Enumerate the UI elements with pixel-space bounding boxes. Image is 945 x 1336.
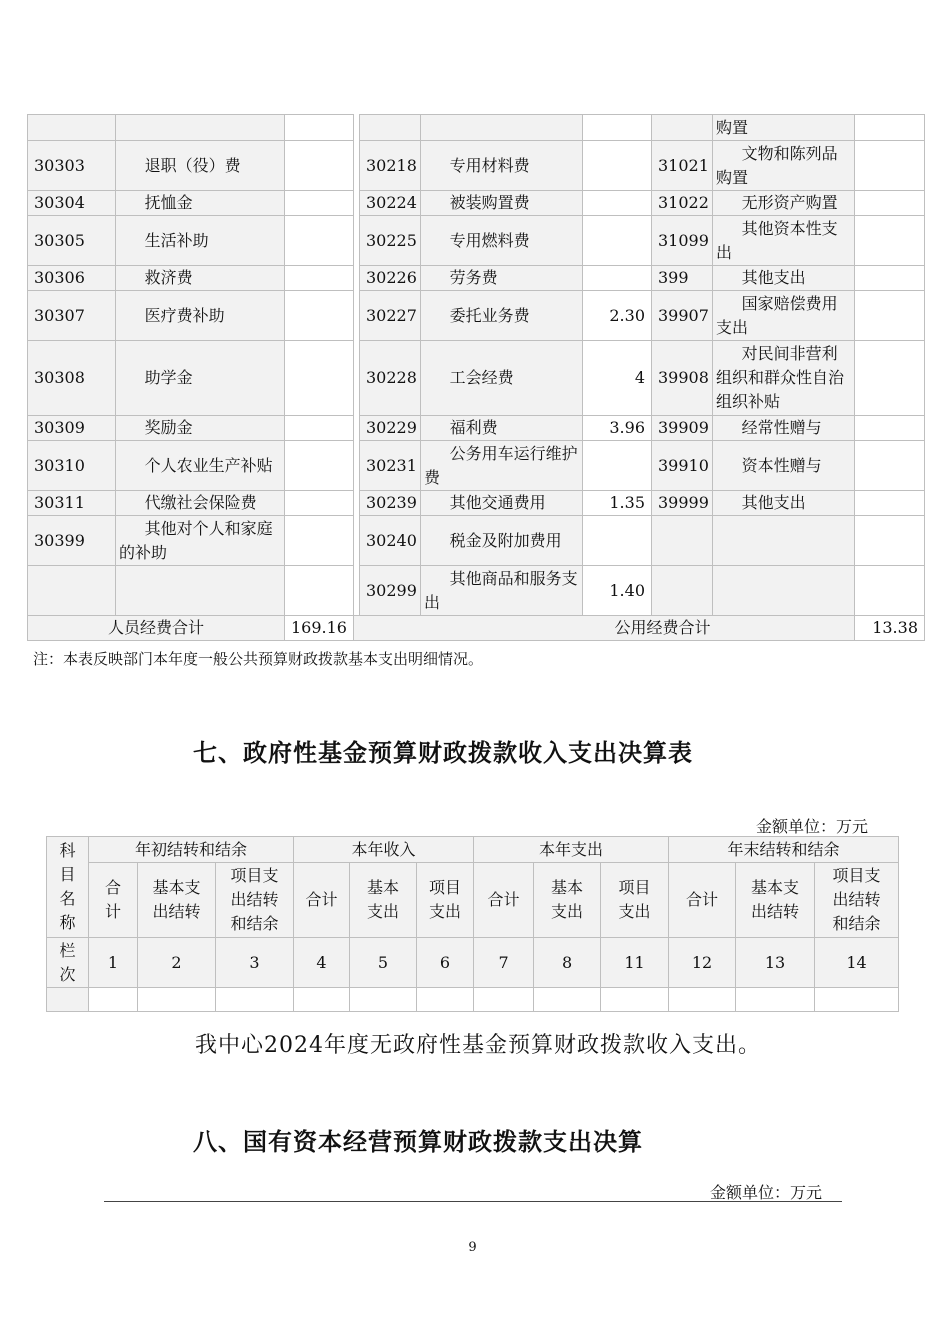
column-header: 项目支出 bbox=[601, 863, 669, 938]
table-cell bbox=[47, 988, 89, 1012]
table-cell: 30303 bbox=[28, 141, 116, 191]
table-cell bbox=[855, 291, 925, 341]
table-cell: 30399 bbox=[28, 516, 116, 566]
table-cell bbox=[855, 266, 925, 291]
table-row bbox=[28, 141, 925, 191]
table-cell bbox=[285, 141, 354, 191]
table-top-border bbox=[104, 1201, 842, 1202]
table-cell bbox=[583, 141, 652, 191]
table-cell bbox=[285, 191, 354, 216]
table-row bbox=[28, 491, 925, 516]
table-cell: 30227 bbox=[360, 291, 421, 341]
table-cell bbox=[652, 115, 713, 141]
table-cell: 其他对个人和家庭的补助 bbox=[116, 516, 285, 566]
table-cell bbox=[855, 115, 925, 141]
table-cell: 福利费 bbox=[421, 416, 583, 441]
table-cell bbox=[713, 516, 855, 566]
table-cell bbox=[89, 988, 138, 1012]
table-cell: 其他资本性支出 bbox=[713, 216, 855, 266]
column-header: 项目支出结转和结余 bbox=[216, 863, 294, 938]
table-cell: 30307 bbox=[28, 291, 116, 341]
table-cell: 30305 bbox=[28, 216, 116, 266]
table-row bbox=[28, 516, 925, 566]
table-cell bbox=[855, 216, 925, 266]
table-cell: 工会经费 bbox=[421, 341, 583, 416]
government-fund-table bbox=[46, 836, 899, 1012]
column-header: 合计 bbox=[669, 863, 736, 938]
table-cell bbox=[285, 516, 354, 566]
table-cell: 39908 bbox=[652, 341, 713, 416]
table-cell: 30229 bbox=[360, 416, 421, 441]
table-cell: 30308 bbox=[28, 341, 116, 416]
no-fund-statement: 我中心2024年度无政府性基金预算财政拨款收入支出。 bbox=[195, 1033, 761, 1058]
column-header: 项目支出结转和结余 bbox=[815, 863, 899, 938]
public-total-value: 13.38 bbox=[855, 616, 925, 641]
table-cell: 31099 bbox=[652, 216, 713, 266]
table-cell bbox=[855, 491, 925, 516]
column-header: 合计 bbox=[294, 863, 350, 938]
table-cell: 其他交通费用 bbox=[421, 491, 583, 516]
table-cell bbox=[285, 266, 354, 291]
table-cell bbox=[583, 115, 652, 141]
row-label-columns: 栏次 bbox=[47, 938, 89, 988]
table-cell: 30309 bbox=[28, 416, 116, 441]
column-header: 基本支出 bbox=[534, 863, 601, 938]
table-cell bbox=[360, 115, 421, 141]
table-cell: 其他支出 bbox=[713, 266, 855, 291]
table-cell: 抚恤金 bbox=[116, 191, 285, 216]
table-cell bbox=[652, 516, 713, 566]
table-cell bbox=[116, 566, 285, 616]
table-row bbox=[28, 341, 925, 416]
table-cell: 30225 bbox=[360, 216, 421, 266]
table-cell: 39907 bbox=[652, 291, 713, 341]
column-header: 项目支出 bbox=[417, 863, 474, 938]
table-cell: 对民间非营利组织和群众性自治组织补贴 bbox=[713, 341, 855, 416]
table-cell bbox=[855, 416, 925, 441]
table-cell bbox=[417, 988, 474, 1012]
unit-label-8: 金额单位：万元 bbox=[710, 1183, 823, 1202]
table-cell bbox=[583, 441, 652, 491]
table-note: 注：本表反映部门本年度一般公共预算财政拨款基本支出明细情况。 bbox=[33, 650, 484, 668]
table-cell: 无形资产购置 bbox=[713, 191, 855, 216]
column-header: 合计 bbox=[89, 863, 138, 938]
table-cell bbox=[285, 115, 354, 141]
column-number: 3 bbox=[216, 938, 294, 988]
column-header: 基本支出结转 bbox=[736, 863, 815, 938]
table-cell: 3.96 bbox=[583, 416, 652, 441]
table-cell bbox=[421, 115, 583, 141]
table-cell: 39909 bbox=[652, 416, 713, 441]
table-cell: 代缴社会保险费 bbox=[116, 491, 285, 516]
table-cell: 30304 bbox=[28, 191, 116, 216]
group-header: 年末结转和结余 bbox=[669, 837, 899, 863]
column-header: 合计 bbox=[474, 863, 534, 938]
table-cell: 劳务费 bbox=[421, 266, 583, 291]
table-cell bbox=[855, 566, 925, 616]
table-cell bbox=[669, 988, 736, 1012]
table-cell bbox=[855, 141, 925, 191]
table-row bbox=[28, 416, 925, 441]
page-number: 9 bbox=[468, 1240, 477, 1255]
table-cell: 其他商品和服务支出 bbox=[421, 566, 583, 616]
table-cell: 30224 bbox=[360, 191, 421, 216]
table-row bbox=[28, 566, 925, 616]
table-cell: 医疗费补助 bbox=[116, 291, 285, 341]
table-cell: 39999 bbox=[652, 491, 713, 516]
column-header: 基本支出结转 bbox=[138, 863, 216, 938]
group-header: 年初结转和结余 bbox=[89, 837, 294, 863]
table-cell bbox=[855, 341, 925, 416]
column-number: 7 bbox=[474, 938, 534, 988]
column-number: 2 bbox=[138, 938, 216, 988]
table-cell: 30306 bbox=[28, 266, 116, 291]
table-cell: 39910 bbox=[652, 441, 713, 491]
table-cell bbox=[285, 566, 354, 616]
table-cell bbox=[28, 566, 116, 616]
table-cell bbox=[474, 988, 534, 1012]
table-cell bbox=[285, 416, 354, 441]
table-cell bbox=[736, 988, 815, 1012]
table-cell bbox=[285, 291, 354, 341]
table-cell bbox=[855, 191, 925, 216]
table-cell: 专用燃料费 bbox=[421, 216, 583, 266]
personnel-total-value: 169.16 bbox=[285, 616, 354, 641]
table-cell: 专用材料费 bbox=[421, 141, 583, 191]
table-cell bbox=[583, 516, 652, 566]
table-cell bbox=[350, 988, 417, 1012]
table-cell: 30226 bbox=[360, 266, 421, 291]
unit-label-7: 金额单位：万元 bbox=[756, 817, 869, 836]
basic-expense-detail-table bbox=[27, 114, 925, 641]
table-cell bbox=[601, 988, 669, 1012]
section-title-7: 七、政府性基金预算财政拨款收入支出决算表 bbox=[193, 739, 693, 767]
table-cell: 委托业务费 bbox=[421, 291, 583, 341]
table-cell: 经常性赠与 bbox=[713, 416, 855, 441]
column-number: 11 bbox=[601, 938, 669, 988]
table-cell: 30299 bbox=[360, 566, 421, 616]
table-cell bbox=[855, 516, 925, 566]
column-number: 6 bbox=[417, 938, 474, 988]
column-number: 8 bbox=[534, 938, 601, 988]
table-cell: 30218 bbox=[360, 141, 421, 191]
table-cell: 30240 bbox=[360, 516, 421, 566]
table-cell: 4 bbox=[583, 341, 652, 416]
table-cell: 购置 bbox=[713, 115, 855, 141]
group-header: 本年收入 bbox=[294, 837, 474, 863]
table-row bbox=[28, 216, 925, 266]
table-cell: 被装购置费 bbox=[421, 191, 583, 216]
table-cell: 退职（役）费 bbox=[116, 141, 285, 191]
table-cell: 30231 bbox=[360, 441, 421, 491]
table-row bbox=[28, 266, 925, 291]
section-title-8: 八、国有资本经营预算财政拨款支出决算 bbox=[193, 1128, 643, 1156]
table-cell bbox=[583, 266, 652, 291]
table-cell: 文物和陈列品购置 bbox=[713, 141, 855, 191]
public-total-label: 公用经费合计 bbox=[354, 616, 855, 641]
table-cell: 税金及附加费用 bbox=[421, 516, 583, 566]
table-cell: 个人农业生产补贴 bbox=[116, 441, 285, 491]
table-cell: 生活补助 bbox=[116, 216, 285, 266]
table-cell: 30228 bbox=[360, 341, 421, 416]
table-cell: 公务用车运行维护费 bbox=[421, 441, 583, 491]
table-cell bbox=[28, 115, 116, 141]
table-cell: 助学金 bbox=[116, 341, 285, 416]
table-cell bbox=[285, 491, 354, 516]
table-row bbox=[28, 291, 925, 341]
table-cell bbox=[583, 216, 652, 266]
column-number: 4 bbox=[294, 938, 350, 988]
table-cell: 30310 bbox=[28, 441, 116, 491]
column-number: 1 bbox=[89, 938, 138, 988]
table-cell bbox=[815, 988, 899, 1012]
table-cell: 2.30 bbox=[583, 291, 652, 341]
table-cell: 30311 bbox=[28, 491, 116, 516]
table-cell: 国家赔偿费用支出 bbox=[713, 291, 855, 341]
group-header: 本年支出 bbox=[474, 837, 669, 863]
table-cell: 31022 bbox=[652, 191, 713, 216]
column-header: 基本支出 bbox=[350, 863, 417, 938]
table-cell bbox=[116, 115, 285, 141]
table-row bbox=[28, 191, 925, 216]
table-cell bbox=[138, 988, 216, 1012]
table-row bbox=[28, 441, 925, 491]
column-number: 14 bbox=[815, 938, 899, 988]
table-cell bbox=[285, 441, 354, 491]
table-cell: 奖励金 bbox=[116, 416, 285, 441]
column-number: 5 bbox=[350, 938, 417, 988]
personnel-total-label: 人员经费合计 bbox=[28, 616, 285, 641]
table-cell: 31021 bbox=[652, 141, 713, 191]
table-cell: 其他支出 bbox=[713, 491, 855, 516]
item-name-header: 科目名称 bbox=[47, 837, 89, 938]
table-cell bbox=[285, 216, 354, 266]
table-cell bbox=[534, 988, 601, 1012]
table-cell bbox=[216, 988, 294, 1012]
table-cell bbox=[294, 988, 350, 1012]
table-cell bbox=[855, 441, 925, 491]
table-cell bbox=[652, 566, 713, 616]
table-cell: 1.40 bbox=[583, 566, 652, 616]
column-number: 12 bbox=[669, 938, 736, 988]
table-cell: 399 bbox=[652, 266, 713, 291]
table-cell: 资本性赠与 bbox=[713, 441, 855, 491]
table-cell bbox=[285, 341, 354, 416]
table-cell: 1.35 bbox=[583, 491, 652, 516]
column-number: 13 bbox=[736, 938, 815, 988]
table-cell: 30239 bbox=[360, 491, 421, 516]
table-cell bbox=[713, 566, 855, 616]
table-cell: 救济费 bbox=[116, 266, 285, 291]
table-cell bbox=[583, 191, 652, 216]
